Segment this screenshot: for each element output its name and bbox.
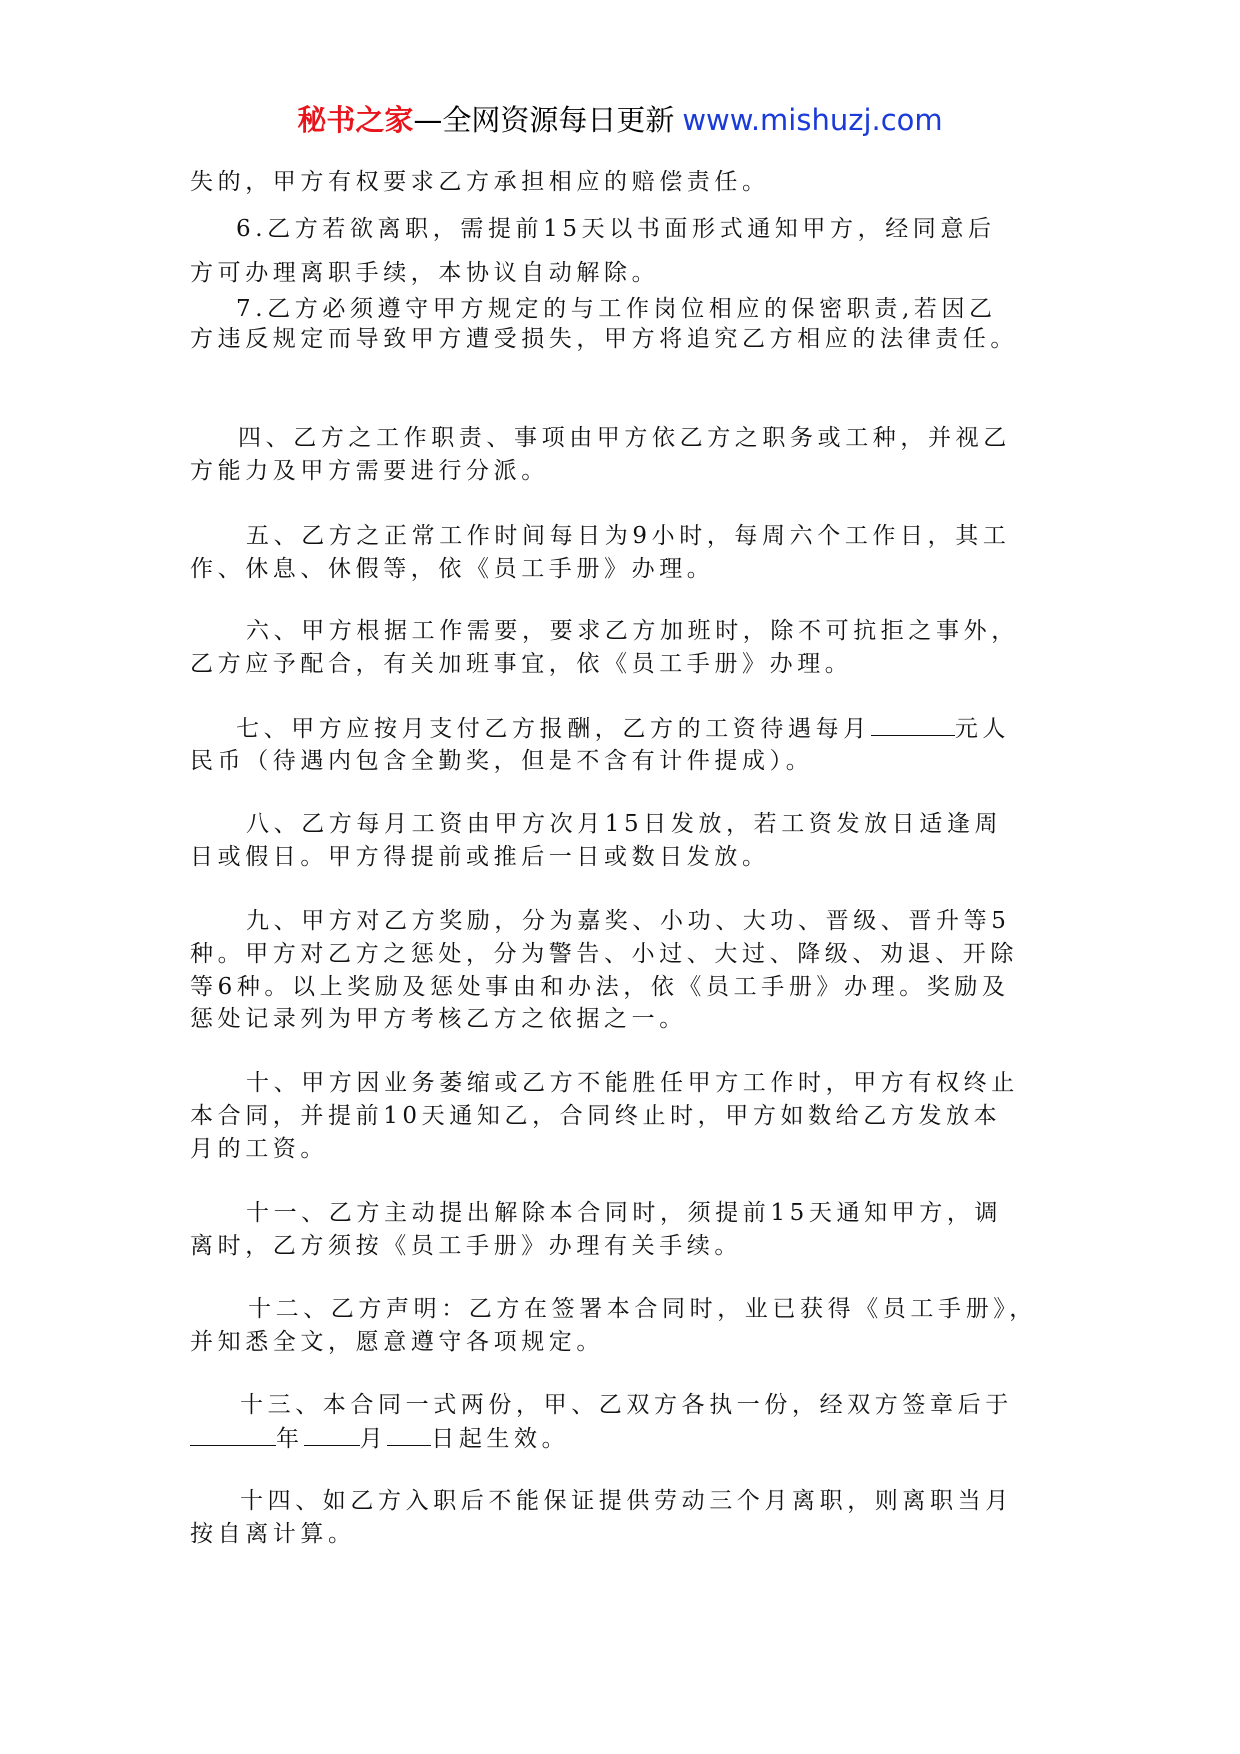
paragraph-line: 并知悉全文，愿意遵守各项规定。 <box>190 1329 604 1355</box>
site-tagline: —全网资源每日更新 <box>413 103 675 137</box>
paragraph-line: 作、休息、休假等，依《员工手册》办理。 <box>190 556 715 582</box>
paragraph-line: 十四、如乙方入职后不能保证提供劳动三个月离职，则离职当月 <box>240 1488 1013 1514</box>
paragraph-line: 九、甲方对乙方奖励，分为嘉奖、小功、大功、晋级、晋升等5 <box>246 908 1011 934</box>
paragraph-line: 按自离计算。 <box>190 1521 356 1547</box>
clause-text: 七、甲方应按月支付乙方报酬，乙方的工资待遇每月 <box>236 716 871 742</box>
paragraph-line: 日或假日。甲方得提前或推后一日或数日发放。 <box>190 844 770 870</box>
month-label: 月 <box>359 1426 388 1452</box>
site-url-link[interactable]: www.mishuzj.com <box>682 103 943 137</box>
paragraph-line: 十二、乙方声明：乙方在签署本合同时，业已获得《员工手册》， <box>248 1296 1037 1322</box>
day-label: 日起生效。 <box>431 1426 570 1452</box>
month-blank[interactable] <box>304 1423 360 1446</box>
paragraph-line: 月的工资。 <box>190 1136 328 1162</box>
paragraph-line: 十三、本合同一式两份，甲、乙双方各执一份，经双方签章后于 <box>240 1392 1013 1418</box>
paragraph-line: 6.乙方若欲离职，需提前15天以书面形式通知甲方，经同意后 <box>236 216 996 242</box>
paragraph-line: 六、甲方根据工作需要，要求乙方加班时，除不可抗拒之事外， <box>246 618 1019 644</box>
paragraph-line <box>236 713 1010 744</box>
day-blank[interactable] <box>387 1423 431 1446</box>
year-label: 年 <box>276 1426 304 1452</box>
clause-text: 元人 <box>954 716 1011 742</box>
paragraph-line: 7.乙方必须遵守甲方规定的与工作岗位相应的保密职责,若因乙 <box>236 296 997 322</box>
paragraph-line: 四、乙方之工作职责、事项由甲方依乙方之职务或工种，并视乙 <box>238 425 1011 451</box>
paragraph-line: 本合同，并提前10天通知乙，合同终止时，甲方如数给乙方发放本 <box>190 1103 1002 1129</box>
site-brand: 秘书之家 <box>297 103 414 137</box>
salary-blank[interactable] <box>871 713 955 736</box>
paragraph-line: 方能力及甲方需要进行分派。 <box>190 458 549 484</box>
paragraph-line: 离时，乙方须按《员工手册》办理有关手续。 <box>190 1233 742 1259</box>
paragraph-line: 十一、乙方主动提出解除本合同时，须提前15天通知甲方，调 <box>246 1200 1003 1226</box>
paragraph-line: 惩处记录列为甲方考核乙方之依据之一。 <box>190 1006 687 1032</box>
paragraph-line: 五、乙方之正常工作时间每日为9小时，每周六个工作日，其工 <box>246 523 1011 549</box>
paragraph-line: 方可办理离职手续，本协议自动解除。 <box>190 260 660 286</box>
paragraph-line: 种。甲方对乙方之惩处，分为警告、小过、大过、降级、劝退、开除 <box>190 941 1018 967</box>
paragraph-line: 方违反规定而导致甲方遭受损失，甲方将追究乙方相应的法律责任。 <box>190 326 1018 352</box>
paragraph-line: 乙方应予配合，有关加班事宜，依《员工手册》办理。 <box>190 651 853 677</box>
paragraph-line <box>190 1423 569 1454</box>
paragraph-line: 十、甲方因业务萎缩或乙方不能胜任甲方工作时，甲方有权终止 <box>246 1070 1019 1096</box>
year-blank[interactable] <box>190 1423 276 1446</box>
paragraph-line: 八、乙方每月工资由甲方次月15日发放，若工资发放日适逢周 <box>246 811 1003 837</box>
paragraph-line: 民币（待遇内包含全勤奖，但是不含有计件提成）。 <box>190 748 814 774</box>
paragraph-line: 失的，甲方有权要求乙方承担相应的赔偿责任。 <box>190 169 770 195</box>
paragraph-line: 等6种。以上奖励及惩处事由和办法，依《员工手册》办理。奖励及 <box>190 974 1010 1000</box>
